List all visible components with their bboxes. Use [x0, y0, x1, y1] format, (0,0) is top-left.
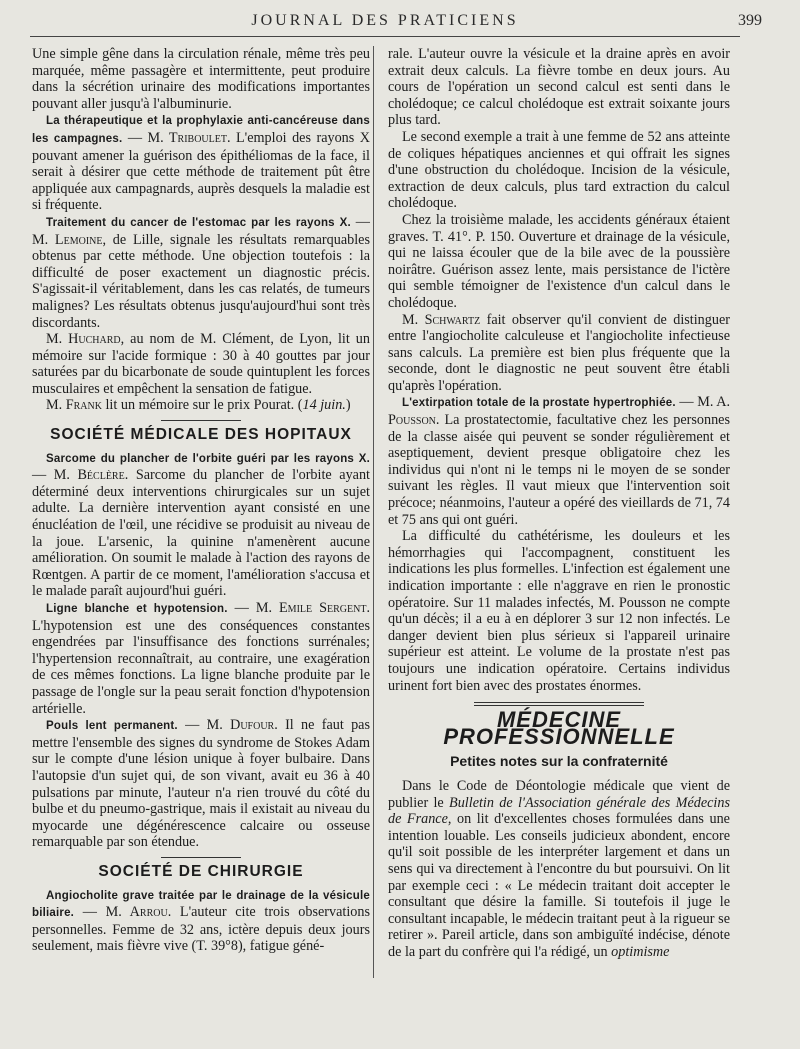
publication-title: Bulletin de l'Association générale des Médecins de France — [388, 794, 730, 828]
paragraph: M. Huchard, au nom de M. Clément, de Lyon, lit un mémoire sur l'acide formique : 30 à 40 gouttes par jour saturées par du bicarbonate de soude quintuplent les forces musculaires et empêchent la sensation de fatigue. — [32, 331, 370, 397]
page-header — [30, 6, 762, 37]
column-divider — [373, 46, 374, 978]
section-divider — [474, 702, 644, 706]
author-name: M. Triboulet — [147, 129, 227, 146]
paragraph: Chez la troisième malade, les accidents généraux étaient graves. T. 41°. P. 150. Ouverture et drainage de la vésicule, qui ne laissa écouler que de la bile avec de la poussière noirâtre. Guérison assez lente, mais persistance de l'ictère qui semble témoigner de l'existence d'un calcul dans le cholédoque. — [388, 211, 730, 311]
paragraph: La thérapeutique et la prophylaxie anti-cancéreuse dans les campagnes. — M. Triboulet. L'emploi des rayons X pouvant amener la guérison des épithéliomas de la face, il serait à désirer que cette méthode de traitement pût être appliquée aux campagnards, auprès desquels la maladie est si fréquente. — [32, 115, 370, 214]
paragraph: L'extirpation totale de la prostate hypertrophiée. — M. A. Pousson. La prostatectomie, facultative chez les personnes de la classe aisée qui peuvent se sonder régulièrement et aseptiquement, devient presque obligatoire chez les individus qui n'ont ni le temps ni le moyen de se sonder suivant les règles. Il vaut mieux que l'intervention soit précoce; néanmoins, l'auteur a opéré des vieillards de 71, 74 et 75 ans qui ont guéri. — [388, 394, 731, 528]
author-name: M. Schwartz — [402, 311, 481, 328]
author-name: M. Lemoine — [32, 231, 103, 248]
paragraph: Dans le Code de Déontologie médicale que vient de publier le Bulletin de l'Association générale des Médecins de France, on lit d'excellentes choses formulées dans une intention louable. Les conseils judicieux abondent, encore qu'il soit possible de les interpréter largement et dans un sens qui va directement à l'encontre du but poursuivi. On lit par exemple ceci : « Le médecin traitant doit accepter le consultant que désire la famille. Si toutefois il juge le consultant incapable, le médecin traitant peut à la rigueur se retirer ». Pareil article, dans son ambiguïté indécise, dénote de la part du confrère qui l'a rédigé, un optimisme — [388, 777, 730, 960]
item-lead: La thérapeutique et la prophylaxie anti-cancéreuse dans les campagnes. — [32, 115, 370, 145]
session-date: 14 juin. — [302, 397, 346, 414]
item-lead: Angiocholite grave traitée par le drainage de la vésicule biliaire. — [32, 889, 370, 920]
right-column — [388, 46, 730, 960]
paragraph: La difficulté du cathétérisme, les douleurs et les hémorrhagies qui l'accompagnent, constituent les indications les plus formelles. L'infection est également une indication importante : elle n'aggrave en rien le pronostic opératoire. Sur 11 malades infectés, M. Pousson ne compte qu'un décès; il a eu à en déplorer 3 sur 12 non infectés. Le danger devient bien plus sérieux si l'appareil urinaire supérieur est atteint. Le volume de la prostate n'est pas toujours une indication opératoire. Certains individus urinent fort bien avec des prostates énormes. — [388, 528, 730, 694]
paragraph: M. Schwartz fait observer qu'il convient de distinguer entre l'angiocholite calculeuse et l'angiocholite infectieuse sans calculs. La première est bien plus fréquente que la seconde, dont le diagnostic ne peut souvent être établi qu'après l'opération. — [388, 311, 730, 394]
paragraph: Traitement du cancer de l'estomac par les rayons X. — M. Lemoine, de Lille, signale les résultats remarquables obtenus par cette méthode. Une objection toutefois : la difficulté de poser exactement un diagnostic précis. S'agissait-il véritablement, dans les cas relatés, de tumeurs malignes? Les résultats obtenus jusqu'aujourd'hui sont très discordants. — [32, 213, 370, 331]
item-lead: Pouls lent permanent. — [46, 720, 178, 733]
section-title: SOCIÉTÉ MÉDICALE DES HOPITAUX — [50, 426, 352, 444]
paragraph: Pouls lent permanent. — M. Dufour. Il ne faut pas mettre l'ensemble des signes du syndrome de Stokes Adam sur le compte d'une lésion unique à foyer bulbaire. Dans l'autopsie d'un sujet qui, de son vivant, avait eu 36 à 40 pulsations par minute, l'auteur n'a rien trouvé du côté du bulbe et du pneumo-gastrique, mais il existait au niveau du myocarde une dégénérescence calcaire ou osseuse remarquable par son étendue. — [32, 717, 370, 851]
author-name: M. Huchard — [46, 331, 121, 348]
paragraph: rale. L'auteur ouvre la vésicule et la draine après en avoir extrait deux calculs. La fièvre tombe en deux jours. Au cours de l'opération un second calcul est senti dans le cholédoque; ce calcul cholédoque est extrait soixante jours plus tard. — [388, 46, 730, 129]
item-lead: Sarcome du plancher de l'orbite guéri par les rayons X. — [46, 452, 370, 465]
author-name: M. A. Pousson — [388, 394, 731, 429]
item-lead: Traitement du cancer de l'estomac par les rayons X. — [46, 216, 351, 229]
paragraph: Une simple gêne dans la circulation rénale, même très peu marquée, même passagère et intermittente, peut produire dans la sécrétion urinaire des modifications importantes pouvant aller jusqu'à l'albuminurie. — [32, 46, 370, 112]
paragraph: Ligne blanche et hypotension. — M. Emile Sergent. L'hypotension est une des conséquences constantes engendrées par l'insuffisance des fonctions surrénales; l'hypertension reconnaîtrait, au contraire, une exagération de ces mêmes fonctions. La ligne blanche produite par le passage de l'ongle sur la peau serait fonction d'hypotension artérielle. — [32, 600, 370, 717]
section-divider — [161, 420, 241, 421]
section-title: MÉDECINE PROFESSIONNELLE — [443, 707, 675, 749]
paragraph: Angiocholite grave traitée par le drainage de la vésicule biliaire. — M. Arrou. L'auteur cite trois observations personnelles. Femme de 32 ans, ictère depuis deux jours seulement, mais fièvre vive (T. 39°8), fatigue géné- — [32, 889, 370, 955]
subsection-title: Petites notes sur la confraternité — [450, 753, 668, 770]
paragraph: Le second exemple a trait à une femme de 52 ans atteinte de coliques hépatiques anciennes et qui offrait les signes d'une obstruction du cholédoque. Incision de la vésicule, extraction de deux calculs, plus tard extraction du calcul cholédoque. — [388, 128, 730, 212]
item-lead: L'extirpation totale de la prostate hypertrophiée. — [402, 397, 676, 410]
paragraph: M. Frank lit un mémoire sur le prix Pourat. (14 juin.) — [46, 397, 351, 414]
author-name: M. Arrou — [105, 904, 168, 921]
author-name: M. Frank — [46, 397, 102, 414]
author-name: M. Dufour — [206, 717, 275, 734]
page-number: 399 — [738, 12, 762, 29]
author-name: M. Béclère — [53, 467, 125, 484]
left-column — [32, 46, 370, 955]
author-name: M. Emile Sergent — [255, 600, 367, 616]
journal-title: JOURNAL DES PRATICIENS — [251, 12, 519, 29]
section-title: SOCIÉTÉ DE CHIRURGIE — [98, 862, 304, 880]
paragraph: Sarcome du plancher de l'orbite guéri par les rayons X. — M. Béclère. Sarcome du plancher de l'orbite ayant déterminé deux interventions chirurgicales sur un sujet adulte. La dernière intervention ayant consisté en une énucléation de l'œil, une récidive se produisit au niveau de la joue. L'arsenic, la quinine n'amenèrent aucune amélioration. On soumit le malade à l'action des rayons de Rœntgen. A partir de ce moment, l'amélioration s'accusa et le malade paraît aujourd'hui guéri. — [32, 452, 370, 600]
section-divider — [161, 857, 241, 858]
item-lead: Ligne blanche et hypotension. — [46, 603, 228, 615]
